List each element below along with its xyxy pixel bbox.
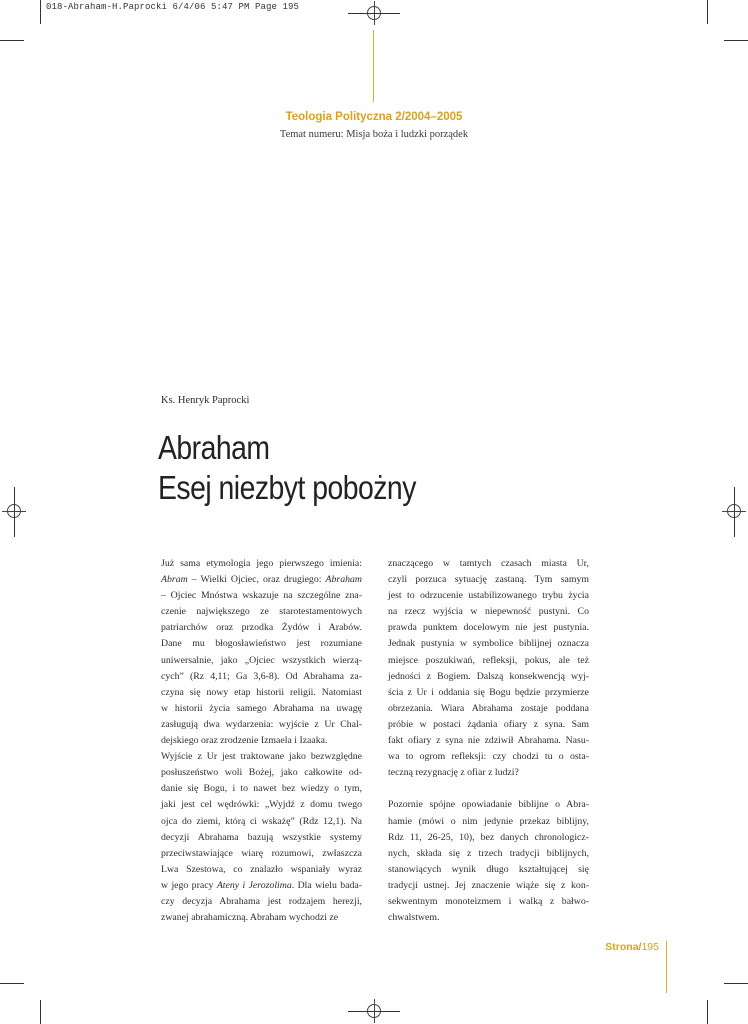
crop-mark-top-right-v <box>707 0 708 24</box>
body-line: hamie (mówi o nim jedynie przekaz biblijny, <box>388 815 589 827</box>
body-line: w jego pracy Ateny i Jerozolima. Dla wielu bada- <box>161 879 362 891</box>
body-line: obrzezania. Wiara Abrahama zostaje poddana <box>388 702 589 714</box>
issue-theme: Temat numeru: Misja boża i ludzki porządek <box>279 129 469 140</box>
body-line: jedności z Bogiem. Dalszą konsekwencją wyj- <box>388 670 589 682</box>
body-line: prawda punktem docelowym nie jest pustynia. <box>388 622 589 634</box>
body-line: wa to ogrom refleksji: czy chodzi tu o osta- <box>388 751 589 763</box>
page-number: 195 <box>641 941 659 953</box>
folio-label: Strona/ <box>605 941 642 953</box>
body-line: miejsce poszukiwań, refleksji, pokus, ale też <box>388 654 589 666</box>
footer-accent-rule <box>666 941 667 993</box>
body-line: na rzecz wyjścia w niepewność pustyni. Co <box>388 606 589 618</box>
body-line: czyna się nowy etap historii religii. Natomiast <box>161 686 362 698</box>
body-line: jaki jest cel wędrówki: „Wyjdź z domu twego <box>161 799 362 811</box>
crop-mark-bottom-left-v <box>40 1000 41 1024</box>
body-line: Wyjście z Ur jest traktowane jako bezwzględne <box>161 751 362 763</box>
body-line: ścia z Ur i oddania się Bogu będzie przymierze <box>388 686 589 698</box>
crop-mark-bottom-right-h <box>724 983 748 984</box>
body-line: Abram – Wielki Ojciec, oraz drugiego: Abraham <box>161 574 362 586</box>
crop-mark-bottom-right-v <box>707 1000 708 1024</box>
crop-mark-top-left-v <box>40 0 41 24</box>
body-line: Lwa Szestowa, co znalazło wspaniały wyraz <box>161 863 362 875</box>
body-line: przeciwstawiające wiarę rozumowi, zwłaszcza <box>161 847 362 859</box>
body-line: jest to odrzucenie ustabilizowanego trybu życia <box>388 590 589 602</box>
body-line: posłuszeństwo woli Bożej, jako całkowite od- <box>161 767 362 779</box>
crop-mark-top-right-h <box>724 40 748 41</box>
article-title-line-2: Esej niezbyt pobożny <box>158 469 416 506</box>
page-folio <box>605 941 659 953</box>
body-line: dejskiego oraz zrodzenie Izmaela i Izaaka. <box>161 735 328 747</box>
body-line: uniwersalnie, jako „Ojciec wszystkich wierzą- <box>161 654 362 666</box>
journal-title: Teologia Polityczna 2/2004–2005 <box>285 111 463 123</box>
body-line: czyli porzuca sytuację zastaną. Tym samym <box>388 574 589 586</box>
body-line: Już sama etymologia jego pierwszego imienia: <box>161 558 362 569</box>
body-column-left <box>161 556 362 926</box>
body-line: czy decyzja Abrahama jest rodzajem herezji, <box>161 895 362 907</box>
registration-line-top <box>348 13 400 14</box>
author-name: Ks. Henryk Paprocki <box>161 395 250 406</box>
body-line: teczną rezygnację z ofiar z ludzi? <box>388 767 519 779</box>
body-line: zasługują dwa wydarzenia: wyjście z Ur Chal- <box>161 718 362 730</box>
body-line: patriarchów oraz przodka Żydów i Arabów. <box>161 622 362 634</box>
body-line: czenie największego ze starotestamentowych <box>161 606 362 618</box>
body-line: ojca do ziemi, którą ci wskażę” (Rdz 12,1). Na <box>161 815 362 827</box>
registration-line-right-v <box>734 487 735 537</box>
paragraph-gap <box>388 781 589 797</box>
body-line: Jednak pustynia w symbolice biblijnej oznacza <box>388 638 589 650</box>
crop-mark-bottom-left-h <box>0 983 24 984</box>
body-line: – Ojciec Mnóstwa wskazuje na szczególne zna- <box>161 590 362 602</box>
article-title-line-1: Abraham <box>158 429 270 466</box>
header-accent-rule <box>373 30 374 102</box>
registration-line-bottom <box>348 1011 400 1012</box>
body-line: chwalstwem. <box>388 912 440 924</box>
article-title <box>158 428 416 508</box>
body-line: w historii życia samego Abrahama na uwagę <box>161 702 362 714</box>
crop-mark-top-left-h <box>0 40 24 41</box>
printer-slug: 018-Abraham-H.Paprocki 6/4/06 5:47 PM Page 195 <box>46 2 300 12</box>
body-column-right <box>388 556 589 926</box>
body-line: cych” (Rz 4,11; Ga 3,6-8). Od Abrahama za- <box>161 670 362 682</box>
registration-line-left-v <box>14 487 15 537</box>
body-line: zwanej abrahamiczną. Abraham wychodzi ze <box>161 912 339 924</box>
body-line: decyzji Abrahama bazują wszystkie systemy <box>161 831 362 843</box>
body-line: stanowiących wynik długo kształtującej się <box>388 863 589 875</box>
body-line: Rdz 11, 26-25, 10), bez danych chronologicz- <box>388 831 589 843</box>
body-line: próbie w postaci żądania ofiary z syna. Sam <box>388 718 589 730</box>
body-line: Dane mu błogosławieństwo jest rozumiane <box>161 638 362 650</box>
body-line: tradycji ustnej. Jej znaczenie wiąże się z kon- <box>388 879 589 891</box>
body-line: nych, składa się z trzech tradycji biblijnych, <box>388 847 589 859</box>
body-line: sekwentnym monoteizmem i walką z bałwo- <box>388 895 589 907</box>
body-line: Pozornie spójne opowiadanie biblijne o Abra- <box>388 799 589 811</box>
body-line: znaczącego w tamtych czasach miasta Ur, <box>388 558 589 569</box>
body-line: fakt ofiary z syna nie zdziwił Abrahama. Nasu- <box>388 735 589 747</box>
body-line: danie się Bogu, i to nawet bez wiedzy o tym, <box>161 783 362 795</box>
